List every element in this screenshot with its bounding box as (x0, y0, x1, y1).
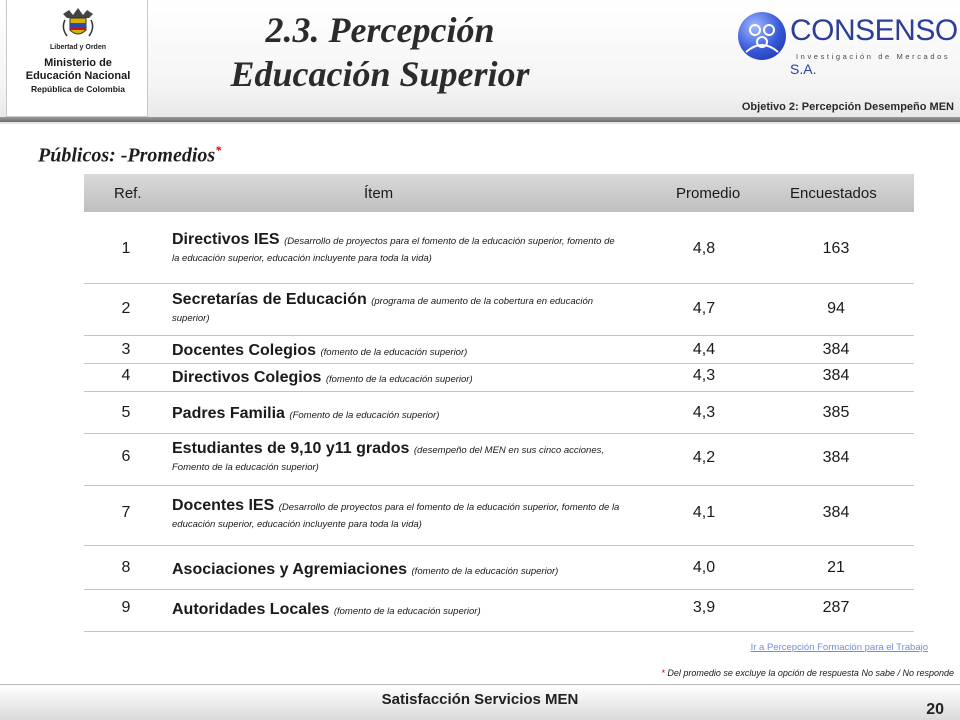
row-item (172, 406, 624, 423)
row-title: Asociaciones y Agremiaciones (172, 561, 408, 578)
table-row (84, 336, 914, 364)
row-title: Directivos Colegios (172, 369, 322, 386)
table-header (84, 174, 914, 212)
consenso-tagline: Investigación de Mercados (796, 52, 951, 61)
next-section-link[interactable]: Ir a Percepción Formación para el Trabajo (750, 642, 928, 653)
row-promedio: 4,8 (692, 240, 716, 257)
row-promedio: 4,7 (692, 300, 716, 317)
consenso-people-icon (738, 12, 786, 60)
row-promedio: 4,3 (692, 367, 716, 384)
row-ref: 8 (121, 559, 131, 576)
row-detail: (Desarrollo de proyectos para el fomento de la educación superior, fomento de la educación superior, educación incluyente para toda la vida) (172, 502, 620, 530)
row-item (172, 343, 624, 360)
ministry-line3: República de Colombia (31, 84, 125, 94)
table-row (84, 486, 914, 546)
row-encuestados: 384 (822, 504, 850, 521)
ministry-line1: Ministerio de (44, 57, 112, 69)
row-promedio: 3,9 (692, 599, 716, 616)
ministry-logo (6, 0, 148, 117)
row-detail: (fomento de la educación superior) (320, 347, 468, 358)
row-item (172, 292, 624, 326)
ministry-name (7, 57, 149, 96)
row-item (172, 498, 624, 532)
row-item (172, 370, 624, 387)
subtitle-asterisk: * (215, 143, 222, 157)
consenso-name (790, 14, 958, 82)
page-title (150, 8, 610, 96)
row-item (172, 441, 624, 475)
footer-title: Satisfacción Servicios MEN (381, 691, 579, 708)
row-detail: (fomento de la educación superior) (411, 566, 559, 577)
row-title: Estudiantes de 9,10 y11 grados (172, 440, 410, 457)
objective-label: Objetivo 2: Percepción Desempeño MEN (741, 101, 954, 113)
row-item (172, 602, 624, 619)
row-promedio: 4,1 (692, 504, 716, 521)
table-row (84, 392, 914, 434)
footnote (661, 668, 954, 678)
table-row (84, 364, 914, 392)
row-encuestados: 94 (827, 300, 845, 317)
row-encuestados: 21 (827, 559, 845, 576)
row-promedio: 4,4 (692, 341, 716, 358)
subtitle-text: Públicos: -Promedios (38, 144, 216, 167)
row-ref: 3 (121, 341, 131, 358)
consenso-logo (738, 12, 958, 77)
row-ref: 5 (121, 404, 131, 421)
row-title: Autoridades Locales (172, 601, 330, 618)
title-line1: 2.3. Percepción (265, 10, 495, 50)
row-ref: 6 (121, 448, 131, 465)
row-ref: 4 (121, 367, 131, 384)
row-title: Secretarías de Educación (172, 291, 367, 308)
header-item: Ítem (364, 185, 394, 202)
row-ref: 9 (121, 599, 131, 616)
row-ref: 7 (121, 504, 131, 521)
header-promedio: Promedio (676, 185, 741, 202)
page-number: 20 (926, 701, 944, 718)
row-promedio: 4,3 (692, 404, 716, 421)
header-encuestados: Encuestados (790, 185, 877, 202)
slide-header (0, 0, 960, 124)
slide-footer (0, 684, 960, 720)
section-subtitle (38, 143, 221, 168)
row-encuestados: 163 (822, 240, 850, 257)
row-title: Docentes IES (172, 497, 275, 514)
header-ref: Ref. (114, 185, 142, 202)
row-promedio: 4,0 (692, 559, 716, 576)
footnote-text: Del promedio se excluye la opción de respuesta No sabe / No responde (667, 668, 954, 678)
row-encuestados: 384 (822, 341, 850, 358)
row-promedio: 4,2 (692, 449, 716, 466)
row-ref: 1 (121, 240, 131, 257)
row-encuestados: 287 (822, 599, 850, 616)
row-encuestados: 384 (822, 367, 850, 384)
table-row (84, 546, 914, 590)
header-divider (0, 117, 960, 122)
row-encuestados: 385 (822, 404, 850, 421)
row-title: Directivos IES (172, 231, 280, 248)
coat-of-arms-icon (59, 6, 97, 44)
consenso-suffix: S.A. (790, 61, 817, 77)
row-title: Docentes Colegios (172, 342, 317, 359)
row-detail: (Desarrollo de proyectos para el fomento de la educación superior, fomento de la educación superior, educación incluyente para toda la vida) (172, 236, 615, 264)
consenso-name-text: CONSENSO (790, 14, 958, 47)
row-detail: (desempeño del MEN en sus cinco acciones, Fomento de la educación superior) (172, 445, 604, 473)
ministry-line2: Educación Nacional (25, 70, 131, 82)
table-row (84, 434, 914, 486)
table-row (84, 284, 914, 336)
motto: Libertad y Orden (49, 44, 106, 51)
row-detail: (fomento de la educación superior) (325, 374, 473, 385)
row-ref: 2 (121, 300, 131, 317)
row-encuestados: 384 (822, 449, 850, 466)
row-detail: (fomento de la educación superior) (333, 606, 481, 617)
footnote-asterisk: * (661, 668, 665, 678)
title-line2: Educación Superior (230, 54, 530, 94)
row-item (172, 232, 624, 266)
table-row (84, 590, 914, 632)
row-item (172, 562, 624, 579)
row-detail: (programa de aumento de la cobertura en educación superior) (172, 296, 594, 324)
row-title: Padres Familia (172, 405, 285, 422)
table-row (84, 212, 914, 284)
row-detail: (Fomento de la educación superior) (289, 410, 440, 421)
